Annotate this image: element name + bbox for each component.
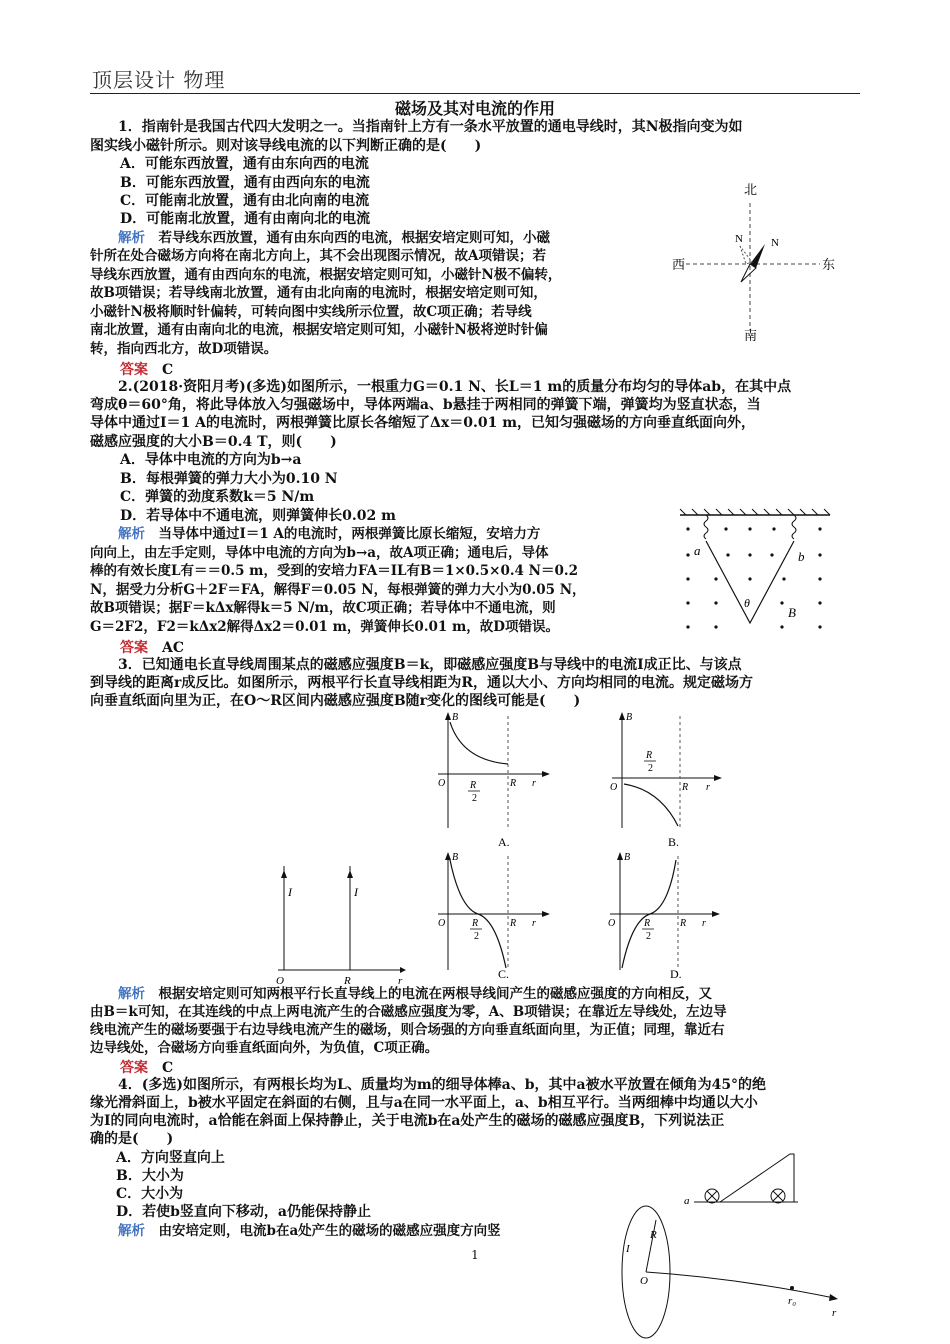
header-title: 顶层设计 物理 <box>92 68 226 92</box>
q4-option-d: D．若使b竖直向下移动，a仍能保持静止 <box>116 1204 371 1220</box>
svg-text:R: R <box>344 975 351 986</box>
svg-text:r: r <box>832 1307 837 1319</box>
svg-text:O: O <box>276 975 284 986</box>
svg-text:a: a <box>684 1195 690 1206</box>
q1-analysis-line: 解析 若导线东西放置，通有由东向西的电流，根据安培定则可知，小磁 <box>118 230 550 246</box>
q3-answer: 答案 C <box>120 1060 174 1076</box>
q1-option-c: C．可能南北放置，通有由北向南的电流 <box>120 193 370 209</box>
q1-stem-line2: 图实线小磁针所示。则对该导线电流的以下判断正确的是( ) <box>90 138 482 154</box>
svg-text:R: R <box>682 782 689 793</box>
svg-text:I: I <box>626 1243 630 1255</box>
svg-text:I: I <box>354 885 358 899</box>
page-number: 1 <box>471 1248 479 1262</box>
svg-text:θ: θ <box>744 596 750 610</box>
spring-conductor-figure <box>676 507 836 639</box>
q1-analysis-label: 解析 <box>118 230 145 246</box>
q2-option-b: B．每根弹簧的弹力大小为0.10 N <box>120 471 338 487</box>
q1-analysis-line: 转，指向西北方，故D项错误。 <box>90 341 278 357</box>
svg-text:R: R <box>470 780 477 791</box>
q3-analysis-line: 边导线处，合磁场方向垂直纸面向外，为负值，C项正确。 <box>90 1040 439 1056</box>
svg-text:R: R <box>646 750 653 761</box>
q3-stem-line: 3．已知通电长直导线周围某点的磁感应强度B＝k，即磁感应强度B与导线中的电流I成正比、与该点 <box>118 657 742 673</box>
page-title: 磁场及其对电流的作用 <box>394 99 555 118</box>
q1-option-a: A．可能东西放置，通有由东向西的电流 <box>120 156 369 172</box>
q1-analysis-line: 南北放置，通有由南向北的电流，根据安培定则可知，小磁针N极将逆时针偏 <box>90 322 548 338</box>
q2-stem-line: 导体中通过I＝1 A的电流时，两根弹簧比原长各缩短了Δx＝0.01 m，已知匀强磁场的方向垂直纸面向外， <box>90 415 756 431</box>
q3-stem-line: 向垂直纸面向里为正，在O～R区间内磁感应强度B随r变化的图线可能是( ) <box>90 693 581 709</box>
q1-analysis-line: 导线东西放置，通有由西向东的电流，根据安培定则可知，小磁针N极不偏转， <box>90 267 562 283</box>
q3-analysis-line: 线电流产生的磁场要强于右边导线电流产生的磁场，则合场强的方向垂直纸面向里，为正值；同理，靠近右 <box>90 1022 725 1038</box>
svg-text:D.: D. <box>670 967 682 981</box>
svg-text:O: O <box>640 1275 648 1287</box>
point-r0 <box>790 1286 794 1290</box>
q2-answer: 答案 AC <box>120 640 185 656</box>
q1-analysis-line: 针所在处合磁场方向将在南北方向上，其不会出现图示情况，故A项错误；若 <box>90 248 546 264</box>
north-label: 北 <box>744 182 758 197</box>
compass-figure <box>668 178 843 348</box>
svg-text:2: 2 <box>472 793 477 804</box>
q3-stem-line: 到导线的距离r成反比。如图所示，两根平行长直导线相距为R，通以大小、方向均相同的电流。规定磁场方 <box>90 675 754 691</box>
svg-text:O: O <box>608 918 616 929</box>
graph-d <box>606 848 726 983</box>
svg-text:B: B <box>626 712 633 723</box>
parallel-wires-figure <box>270 850 410 986</box>
q4-stem-line: 缘光滑斜面上，b被水平固定在斜面的右侧，且与a在同一水平面上，a、b相互平行。当两细棒中均通以大小 <box>90 1095 758 1111</box>
svg-text:O: O <box>438 778 446 789</box>
q2-option-a: A．导体中电流的方向为b→a <box>120 452 302 468</box>
q4-option-a: A．方向竖直向上 <box>116 1150 225 1166</box>
q1-option-d: D．可能南北放置，通有由南向北的电流 <box>120 211 371 227</box>
q2-analysis-line: 故B项错误；据F＝kΔx解得k＝5 N/m，故C项正确；若导体中不通电流，则 <box>90 600 556 616</box>
bent-conductor <box>706 541 794 623</box>
incline-figure <box>680 1150 800 1206</box>
q2-option-d: D．若导体中不通电流，则弹簧伸长0.02 m <box>120 508 396 524</box>
radius-line <box>646 1220 656 1272</box>
svg-text:B: B <box>452 712 459 723</box>
q2-analysis-line: 棒的有效长度L有＝＝0.5 m，受到的安培力FA＝IL有B＝1×0.5×0.4 N＝0.2 <box>90 563 578 579</box>
q2-stem-line: 磁感应强度的大小B＝0.4 T，则( ) <box>90 434 337 450</box>
svg-text:R: R <box>510 918 517 929</box>
svg-text:r: r <box>706 782 710 793</box>
q2-analysis-line: N，据受力分析G＋2F＝FA，解得F＝0.05 N，每根弹簧的弹力大小为0.05 N， <box>90 582 586 598</box>
graph-a <box>436 708 556 853</box>
svg-text:2: 2 <box>474 931 479 942</box>
svg-text:a: a <box>694 543 701 558</box>
graph-c <box>436 848 556 983</box>
svg-text:O: O <box>438 918 446 929</box>
needle-n-label-2: N <box>771 237 779 249</box>
q3-analysis-line: 解析 根据安培定则可知两根平行长直导线上的电流在两根导线间产生的磁感应强度的方向相反，又 <box>118 986 712 1002</box>
svg-text:2: 2 <box>646 931 651 942</box>
q1-analysis-line: 故B项错误；若导线南北放置，通有由北向南的电流时，根据安培定则可知， <box>90 285 547 301</box>
graph-b <box>608 708 728 853</box>
svg-text:R: R <box>650 1229 657 1241</box>
q4-option-b: B．大小为 <box>116 1168 184 1184</box>
q2-analysis-line: G＝2F2，F2＝kΔx2解得Δx2＝0.01 m，弹簧伸长0.01 m，故D项错误。 <box>90 619 559 635</box>
q3-analysis-line: 由B＝k可知，在其连线的中点上两电流产生的合磁感应强度为零，A、B项错误；在靠近左导线处，左边导 <box>90 1004 727 1020</box>
svg-text:r: r <box>532 778 536 789</box>
header-rule <box>90 93 860 94</box>
svg-text:R: R <box>510 778 517 789</box>
q1-answer: 答案 C <box>120 362 174 378</box>
q2-option-c: C．弹簧的劲度系数k＝5 N/m <box>120 489 315 505</box>
svg-text:B: B <box>452 852 459 863</box>
right-spring <box>792 515 796 539</box>
q1-analysis-line: 小磁针N极将顺时针偏转，可转向图中实线所示位置，故C项正确；若导线 <box>90 304 532 320</box>
q4-stem-line: 确的是( ) <box>90 1131 174 1147</box>
ring-figure <box>616 1200 850 1344</box>
q2-stem-line: 弯成θ＝60°角，将此导体放入匀强磁场中，导体两端a、b悬挂于两相同的弹簧下端，弹簧均为竖直状态，当 <box>90 397 761 413</box>
svg-text:I: I <box>288 885 292 899</box>
svg-text:A.: A. <box>498 835 510 849</box>
svg-text:R: R <box>644 918 651 929</box>
west-label: 西 <box>672 257 686 272</box>
svg-text:B.: B. <box>668 835 680 849</box>
q2-analysis-line: 解析 当导体中通过I＝1 A的电流时，两根弹簧比原长缩短，安培力方 <box>118 526 541 542</box>
svg-text:B: B <box>788 605 796 620</box>
dashed-needle-icon <box>741 264 756 282</box>
q4-stem-line: 4．(多选)如图所示，有两根长均为L、质量均为m的细导体棒a、b，其中a被水平放置在倾角为45°的绝 <box>118 1077 767 1093</box>
east-label: 东 <box>822 257 836 272</box>
q1-stem-line1: 1．指南针是我国古代四大发明之一。当指南针上方有一条水平放置的通电导线时，其N极指向变为如 <box>118 119 743 135</box>
needle-n-label: N <box>735 233 743 245</box>
q2-analysis-line: 向向上，由左手定则，导体中电流的方向为b→a，故A项正确；通电后，导体 <box>90 545 549 561</box>
q4-option-c: C．大小为 <box>116 1186 184 1202</box>
svg-text:r: r <box>398 975 403 986</box>
left-spring <box>704 515 708 539</box>
svg-text:R: R <box>680 918 687 929</box>
south-label: 南 <box>744 328 758 343</box>
svg-text:O: O <box>610 782 618 793</box>
q4-stem-line: 为I的同向电流时，a恰能在斜面上保持静止，关于电流b在a处产生的磁场的磁感应强度B，下列说法正 <box>90 1113 725 1129</box>
svg-text:b: b <box>798 549 805 564</box>
svg-text:r: r <box>702 918 706 929</box>
q2-stem-line: 2.(2018·资阳月考)(多选)如图所示，一根重力G＝0.1 N、长L＝1 m的质量分布均匀的导体ab，在其中点 <box>118 379 792 395</box>
svg-text:B: B <box>624 852 631 863</box>
svg-text:R: R <box>472 918 479 929</box>
q1-option-b: B．可能东西放置，通有由西向东的电流 <box>120 175 370 191</box>
svg-text:r: r <box>532 918 536 929</box>
svg-text:2: 2 <box>648 763 653 774</box>
svg-text:C.: C. <box>498 967 510 981</box>
svg-text:r₀: r₀ <box>788 1295 797 1307</box>
q4-analysis-line: 解析 由安培定则，电流b在a处产生的磁场的磁感应强度方向竖 <box>118 1223 501 1239</box>
